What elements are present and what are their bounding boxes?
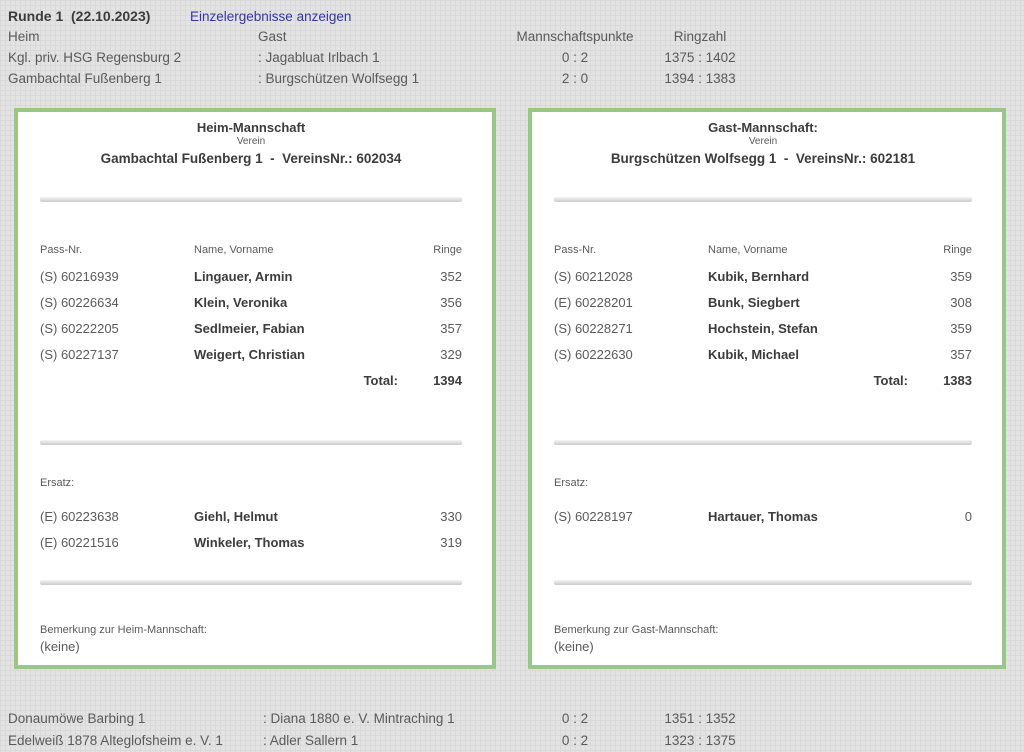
ersatz-label: Ersatz:	[40, 477, 75, 489]
ring-score: 1394 : 1383	[664, 71, 736, 86]
guest-panel-title: Gast-Mannschaft:	[708, 120, 818, 135]
divider	[40, 580, 462, 585]
ring-score: 1375 : 1402	[664, 50, 736, 65]
col-name-vorname: Name, Vorname	[194, 244, 274, 256]
shooter-row	[554, 341, 972, 367]
rings-value: 0	[964, 508, 972, 524]
shooter-row	[40, 289, 462, 315]
total-label: Total:	[363, 372, 398, 388]
rings-value: 308	[950, 294, 972, 310]
ersatz-row	[40, 503, 462, 529]
shooter-rows	[40, 263, 462, 393]
col-pass-nr: Pass-Nr.	[40, 244, 83, 256]
divider	[40, 440, 462, 445]
pass-nr: (S) 60228271	[554, 320, 633, 336]
ersatz-rows	[40, 490, 462, 580]
total-value: 1394	[433, 372, 462, 388]
ersatz-label: Ersatz:	[554, 477, 589, 489]
ersatz-rows	[554, 490, 972, 580]
ersatz-row	[554, 503, 972, 529]
verein-label: Verein	[748, 136, 778, 147]
remark-label: Bemerkung zur Heim-Mannschaft:	[40, 624, 207, 636]
shooter-table-header	[554, 244, 972, 257]
results-summary-top	[0, 0, 1024, 89]
col-ringe: Ringe	[943, 244, 972, 256]
pass-nr: (S) 60216939	[40, 268, 119, 284]
shooter-name: Bunk, Siegbert	[708, 294, 800, 310]
round-title-row	[8, 6, 1024, 26]
rings-value: 359	[950, 268, 972, 284]
shooter-name: Hartauer, Thomas	[708, 508, 818, 524]
shooter-row	[554, 289, 972, 315]
shooter-row	[40, 341, 462, 367]
round-title: Runde 1 (22.10.2023)	[8, 8, 151, 24]
header-heim: Heim	[8, 29, 40, 44]
pass-nr: (S) 60212028	[554, 268, 633, 284]
guest-team-name: : Diana 1880 e. V. Mintraching 1	[263, 711, 455, 726]
divider	[554, 440, 972, 445]
pass-nr: (E) 60228201	[554, 294, 633, 310]
divider	[554, 197, 972, 202]
pass-nr: (S) 60222630	[554, 346, 633, 362]
ersatz-row	[40, 529, 462, 555]
ring-score: 1351 : 1352	[664, 711, 736, 726]
guest-team-name: : Burgschützen Wolfsegg 1	[258, 71, 420, 86]
guest-team-panel	[528, 108, 1006, 669]
col-name-vorname: Name, Vorname	[708, 244, 788, 256]
team-points: 2 : 0	[561, 71, 589, 86]
shooter-row	[40, 263, 462, 289]
team-points: 0 : 2	[561, 733, 589, 748]
pass-nr: (S) 60227137	[40, 346, 119, 362]
divider	[554, 580, 972, 585]
rings-value: 359	[950, 320, 972, 336]
home-panel-title: Heim-Mannschaft	[196, 120, 306, 135]
results-summary-bottom	[0, 708, 1024, 752]
shooter-row	[554, 263, 972, 289]
team-points: 0 : 2	[561, 711, 589, 726]
home-team-panel	[14, 108, 496, 669]
header-ringzahl: Ringzahl	[673, 29, 727, 44]
home-club-line: Gambachtal Fußenberg 1 - VereinsNr.: 602034	[100, 151, 402, 166]
home-team-name: Donaumöwe Barbing 1	[8, 711, 146, 726]
shooter-name: Kubik, Michael	[708, 346, 800, 362]
rings-value: 352	[440, 268, 462, 284]
shooter-row	[554, 315, 972, 341]
results-header-row	[8, 26, 1024, 47]
header-mannschaftspunkte: Mannschaftspunkte	[516, 29, 634, 44]
shooter-name: Klein, Veronika	[194, 294, 288, 310]
rings-value: 357	[950, 346, 972, 362]
shooter-name: Weigert, Christian	[194, 346, 306, 362]
team-points: 0 : 2	[561, 50, 589, 65]
remark-label: Bemerkung zur Gast-Mannschaft:	[554, 624, 719, 636]
col-pass-nr: Pass-Nr.	[554, 244, 597, 256]
result-row	[8, 708, 1024, 730]
verein-label: Verein	[236, 136, 266, 147]
shooter-rows	[554, 263, 972, 393]
shooter-name: Giehl, Helmut	[194, 508, 278, 524]
result-row	[8, 730, 1024, 752]
match-detail-panels	[14, 108, 1024, 669]
pass-nr: (S) 60222205	[40, 320, 119, 336]
guest-team-name: : Jagabluat Irlbach 1	[258, 50, 380, 65]
total-row	[554, 367, 972, 393]
home-team-name: Gambachtal Fußenberg 1	[8, 71, 162, 86]
shooter-name: Winkeler, Thomas	[194, 534, 305, 550]
header-gast: Gast	[258, 29, 287, 44]
pass-nr: (E) 60221516	[40, 534, 119, 550]
pass-nr: (E) 60223638	[40, 508, 119, 524]
pass-nr: (S) 60226634	[40, 294, 119, 310]
einzelergebnisse-link[interactable]: Einzelergebnisse anzeigen	[190, 9, 352, 24]
remark-value: (keine)	[554, 639, 594, 654]
rings-value: 330	[440, 508, 462, 524]
rings-value: 319	[440, 534, 462, 550]
remark-value: (keine)	[40, 639, 80, 654]
result-row	[8, 68, 1024, 89]
ring-score: 1323 : 1375	[664, 733, 736, 748]
total-label: Total:	[873, 372, 908, 388]
home-team-name: Edelweiß 1878 Alteglofsheim e. V. 1	[8, 733, 223, 748]
rings-value: 357	[440, 320, 462, 336]
shooter-name: Lingauer, Armin	[194, 268, 293, 284]
rings-value: 329	[440, 346, 462, 362]
guest-team-name: : Adler Sallern 1	[263, 733, 359, 748]
shooter-table-header	[40, 244, 462, 257]
total-value: 1383	[943, 372, 972, 388]
divider	[40, 197, 462, 202]
shooter-name: Kubik, Bernhard	[708, 268, 810, 284]
rings-value: 356	[440, 294, 462, 310]
shooter-row	[40, 315, 462, 341]
guest-club-line: Burgschützen Wolfsegg 1 - VereinsNr.: 602181	[610, 151, 916, 166]
shooter-name: Sedlmeier, Fabian	[194, 320, 305, 336]
total-row	[40, 367, 462, 393]
pass-nr: (S) 60228197	[554, 508, 633, 524]
result-row	[8, 47, 1024, 68]
home-team-name: Kgl. priv. HSG Regensburg 2	[8, 50, 182, 65]
col-ringe: Ringe	[433, 244, 462, 256]
shooter-name: Hochstein, Stefan	[708, 320, 818, 336]
